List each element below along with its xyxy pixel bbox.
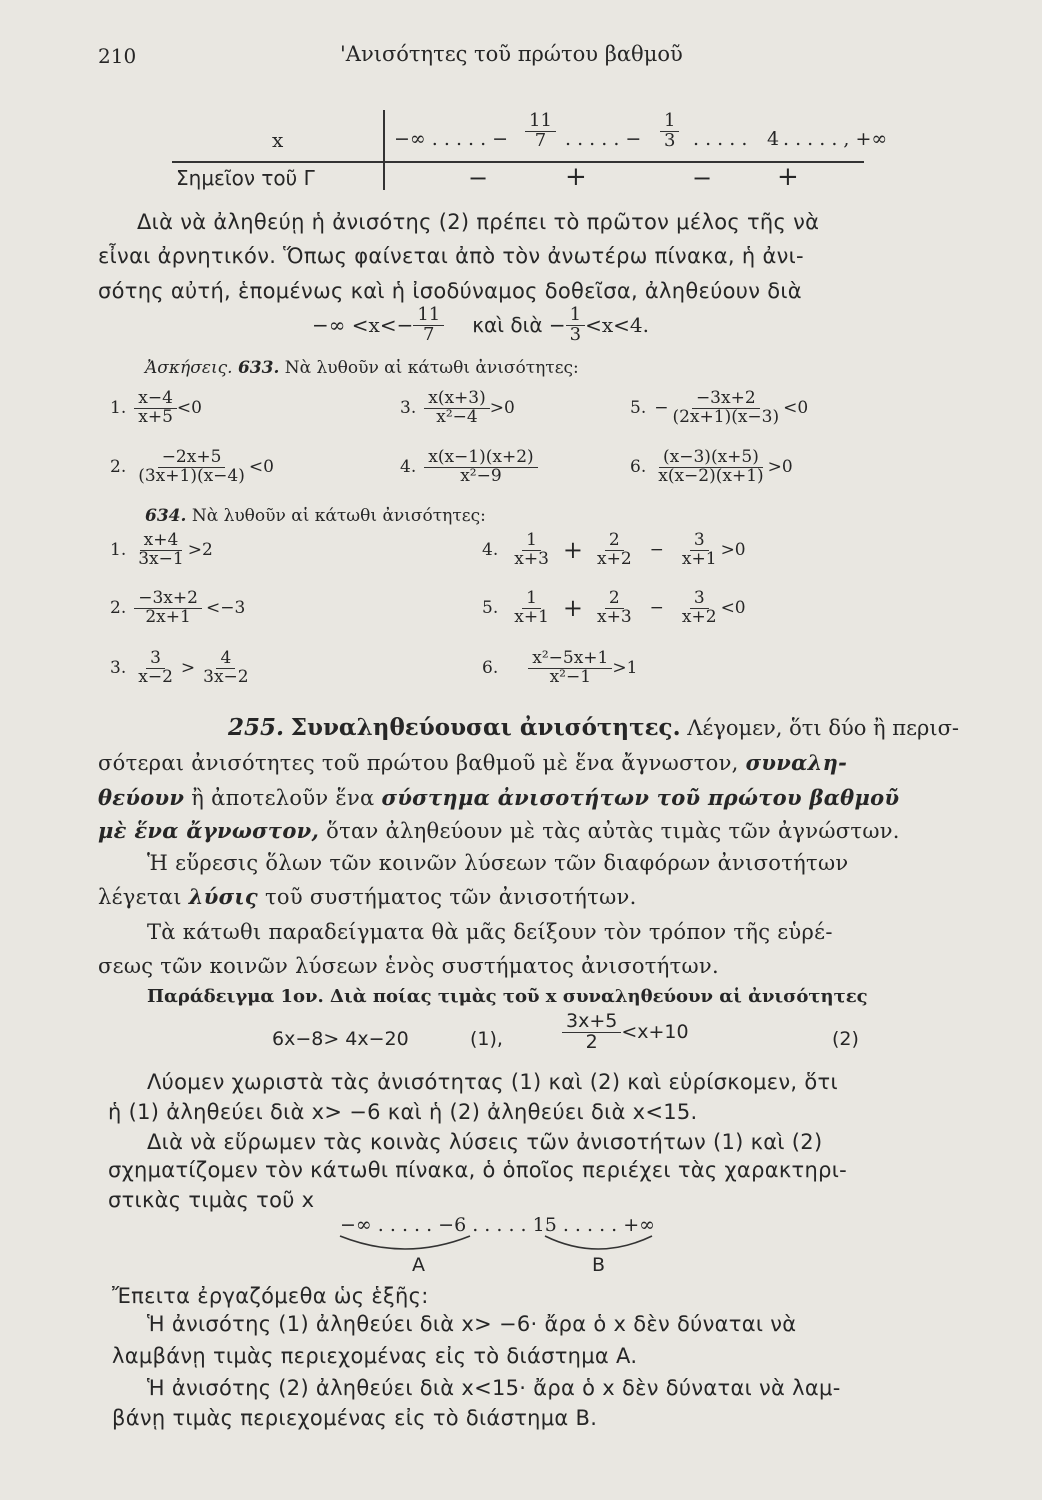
example1-p9: Ἡ ἀνισότης (2) ἀληθεύει διὰ x<15· ἄρα ὁ x δὲν δύναται νὰ λαμ- <box>147 1376 841 1400</box>
sign-minus-2: − <box>692 164 713 192</box>
table-value-1-3: $\frac{1}{3}$ <box>660 112 679 151</box>
section-255-line7: Τὰ κάτωθι παραδείγματα θὰ μᾶς δείξουν τὸν τρόπον τῆς εὑρέ- <box>147 920 833 944</box>
sign-minus-1: − <box>468 164 489 192</box>
interval-b-label: B <box>592 1254 606 1276</box>
para1-line3: σότης αὐτή, ἑπομένως καὶ ἡ ἰσοδύναμος δοθεῖσα, ἀληθεύουν διὰ <box>98 279 802 303</box>
example1-p2: ἡ (1) ἀληθεύει διὰ x> −6 καὶ ἡ (2) ἀληθεύει διὰ x<15. <box>108 1100 698 1124</box>
section-255-line3: θεύουν ἢ ἀποτελοῦν ἕνα σύστημα ἀνισοτήτων τοῦ πρώτου βαθμοῦ <box>98 785 900 810</box>
ex633-item-3: 3. $\frac{x(x+3)}{\text{x²−4}}$ >0 <box>400 388 515 427</box>
table-dots-2: . . . . . <box>693 128 748 150</box>
example1-p7: Ἡ ἀνισότης (1) ἀληθεύει διὰ x> −6· ἄρα ὁ x δὲν δύναται νὰ <box>147 1312 797 1336</box>
example1-p3: Διὰ νὰ εὕρωμεν τὰς κοινὰς λύσεις τῶν ἀνισοτήτων (1) καὶ (2) <box>147 1130 823 1154</box>
section-255-line4: μὲ ἕνα ἄγνωστον, ὅταν ἀληθεύουν μὲ τὰς αὐτὰς τιμὰς τῶν ἀγνώστων. <box>98 818 900 843</box>
exercises-633-heading: Ἀσκήσεις. 633. Νὰ λυθοῦν αἱ κάτωθι ἀνισότητες: <box>145 358 579 378</box>
table-value-4: 4 <box>767 128 780 150</box>
ex634-item-5: 5. $\frac{1}{x+1}$ + $\frac{2}{x+3}$ − $\frac{3}{x+2}$ <0 <box>482 588 746 627</box>
ex633-item-6: 6. $\frac{(x-3)(x+5)}{x(x-2)(x+1)}$ >0 <box>630 447 793 486</box>
section-255-line6: λέγεται λύσις τοῦ συστήματος τῶν ἀνισοτήτων. <box>98 884 637 909</box>
para1-line1: Διὰ νὰ ἀληθεύῃ ἡ ἀνισότης (2) πρέπει τὸ πρῶτον μέλος τῆς νὰ <box>137 210 820 234</box>
example1-p4: σχηματίζομεν τὸν κάτωθι πίνακα, ὁ ὁποῖος περιέχει τὰς χαρακτηρι- <box>108 1158 847 1182</box>
ex633-item-4: 4. $\frac{x(x-1)(x+2)}{\text{x²−9}}$ <box>400 449 538 486</box>
ex634-item-2: 2. $\frac{-3x+2}{2x+1}$ <−3 <box>110 588 246 627</box>
section-255-line2: σότεραι ἀνισότητες τοῦ πρώτου βαθμοῦ μὲ ἕνα ἄγνωστον, συναλη- <box>98 750 848 775</box>
table-horizontal-rule <box>172 161 864 163</box>
sign-plus-2: + <box>777 162 799 192</box>
ex633-item-5: 5. − $\frac{-3x+2}{(2x+1)(x-3)}$ <0 <box>630 388 809 427</box>
table-value-neg-inf: −∞ . . . . . − <box>394 128 509 150</box>
example1-p5: στικὰς τιμὰς τοῦ x <box>108 1188 315 1212</box>
exercises-634-heading: 634. Νὰ λυθοῦν αἱ κάτωθι ἀνισότητες: <box>145 506 486 526</box>
interval-a-brace <box>340 1236 470 1249</box>
section-255-line8: σεως τῶν κοινῶν λύσεων ἑνὸς συστήματος ἀνισοτήτων. <box>98 954 719 978</box>
ex634-item-4: 4. $\frac{1}{x+3}$ + $\frac{2}{x+2}$ − $\frac{3}{x+1}$ >0 <box>482 530 746 569</box>
example1-ineq1: 6x−8> 4x−20 <box>272 1028 409 1050</box>
interval-braces <box>330 1232 670 1262</box>
section-255-line5: Ἡ εὕρεσις ὅλων τῶν κοινῶν λύσεων τῶν διαφόρων ἀνισοτήτων <box>147 851 849 875</box>
running-title: 'Ανισότητες τοῦ πρώτου βαθμοῦ <box>340 42 683 66</box>
example1-p10: βάνῃ τιμὰς περιεχομένας εἰς τὸ διάστημα B. <box>112 1406 598 1430</box>
table-dots-1: . . . . . − <box>565 128 642 150</box>
example1-p8: λαμβάνῃ τιμὰς περιεχομένας εἰς τὸ διάστημα A. <box>112 1344 638 1368</box>
table-value-11-7: $\frac{11}{7}$ <box>525 112 556 151</box>
page-number: 210 <box>98 44 137 68</box>
ex633-item-2: 2. $\frac{-2x+5}{(3x+1)(x-4)}$ <0 <box>110 447 274 486</box>
interval-a-label: A <box>412 1254 425 1276</box>
number-line: −∞ . . . . . −6 . . . . . 15 . . . . . +∞ <box>340 1214 655 1236</box>
table-dots-3: . . . . . , +∞ <box>783 128 888 150</box>
example1-label2: (2) <box>832 1028 859 1050</box>
interval-b-brace <box>545 1236 652 1249</box>
para1-line2: εἶναι ἀρνητικόν. Ὅπως φαίνεται ἀπὸ τὸν ἀνωτέρω πίνακα, ἡ ἀνι- <box>98 244 804 268</box>
ex633-item-1: 1. $\frac{x-4}{x+5}$ <0 <box>110 388 202 427</box>
ex634-item-6: 6. $\frac{\text{x²−5x+1}}{\text{x²−1}}$ >1 <box>482 648 638 687</box>
solution-line: −∞ <x<− $\frac{11}{7}$ καὶ διὰ − $\frac{1}{3}$ <x<4. <box>312 304 649 345</box>
table-row-label-sign: Σημεῖον τοῦ Γ <box>176 166 315 190</box>
sign-plus-1: + <box>565 162 587 192</box>
example1-label1: (1), <box>470 1028 503 1050</box>
table-row-label-x: x <box>272 128 284 152</box>
example1-p6: Ἔπειτα ἐργαζόμεθα ὡς ἑξῆς: <box>112 1284 429 1308</box>
example1-p1: Λύομεν χωριστὰ τὰς ἀνισότητας (1) καὶ (2) καὶ εὑρίσκομεν, ὅτι <box>147 1070 838 1094</box>
ex634-item-1: 1. $\frac{x+4}{3x-1}$ >2 <box>110 530 213 569</box>
ex634-item-3: 3. $\frac{3}{x-2}$ > $\frac{4}{3x-2}$ <box>110 648 249 687</box>
table-vertical-rule <box>383 110 385 190</box>
section-255-line1: 255. Συναληθεύουσαι ἀνισότητες. Λέγομεν, ὅτι δύο ἢ περισ- <box>228 714 959 741</box>
example1-heading: Παράδειγμα 1ον. Διὰ ποίας τιμὰς τοῦ x συναληθεύουν αἱ ἀνισότητες <box>147 986 868 1007</box>
example1-ineq2: $\frac{3x+5}{2}$ <x+10 <box>562 1012 689 1053</box>
